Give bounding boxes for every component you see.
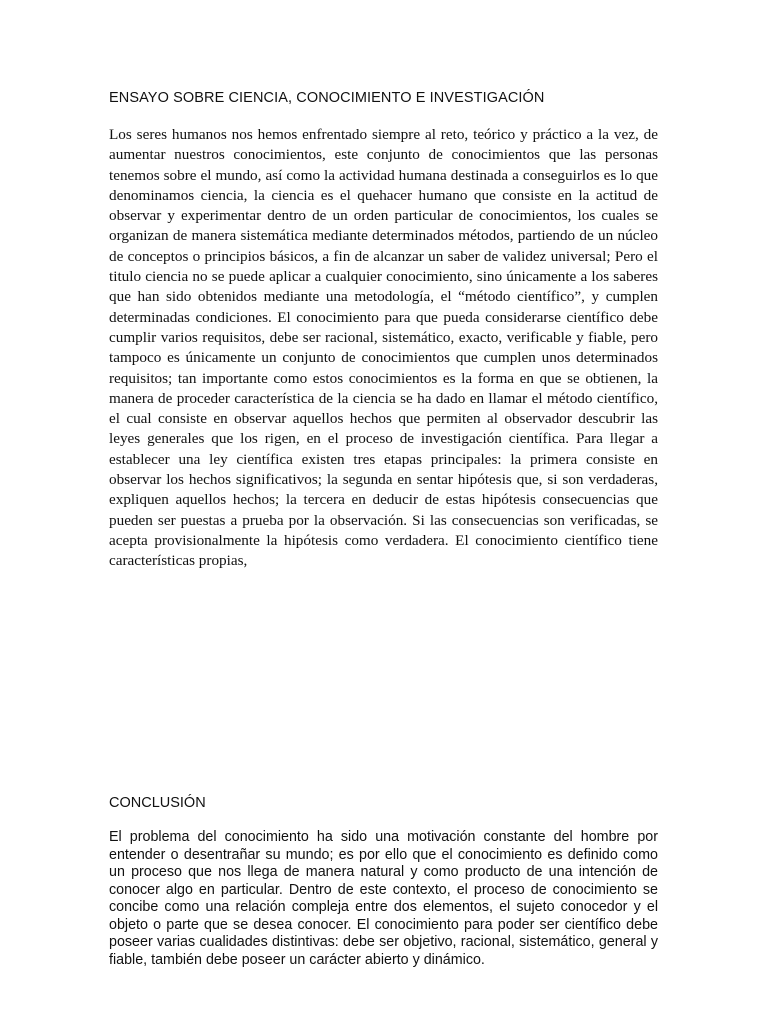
conclusion-title: CONCLUSIÓN	[109, 795, 206, 811]
essay-body-paragraph: Los seres humanos nos hemos enfrentado siempre al reto, teórico y práctico a la vez, de aumentar nuestros conocimientos, este conjunto de conocimientos que las personas tenemos sobre el mundo, así como la actividad humana destinada a conseguirlos es lo que denominamos ciencia, la ciencia es el quehacer humano que consiste en la actitud de observar y experimentar dentro de un orden particular de conocimientos, los cuales se organizan de manera sistemática mediante determinados métodos, partiendo de un núcleo de conceptos o principios básicos, a fin de alcanzar un saber de validez universal; Pero el titulo ciencia no se puede aplicar a cualquier conocimiento, sino únicamente a los saberes que han sido obtenidos mediante una metodología, el “método científico”, y cumplen determinadas condiciones. El conocimiento para que pueda considerarse científico debe cumplir varios requisitos, debe ser racional, sistemático, exacto, verificable y fiable, pero tampoco es únicamente un conjunto de conocimientos que cumplen unos determinados requisitos; tan importante como estos conocimientos es la forma en que se obtienen, la manera de proceder característica de la ciencia se ha dado en llamar el método científico, el cual consiste en observar aquellos hechos que permiten al observador descubrir las leyes generales que los rigen, en el proceso de investigación científica. Para llegar a establecer una ley científica existen tres etapas principales: la primera consiste en observar los hechos significativos; la segunda en sentar hipótesis que, si son verdaderas, expliquen aquellos hechos; la tercera en deducir de estas hipótesis consecuencias que pueden ser puestas a prueba por la observación. Si las consecuencias son verificadas, se acepta provisionalmente la hipótesis como verdadera. El conocimiento científico tiene características propias,	[109, 126, 658, 570]
essay-title: ENSAYO SOBRE CIENCIA, CONOCIMIENTO E INVESTIGACIÓN	[109, 90, 545, 106]
conclusion-body-paragraph: El problema del conocimiento ha sido una motivación constante del hombre por entender o desentrañar su mundo; es por ello que el conocimiento es definido como un proceso que nos llega de manera natural y como producto de una intención de conocer algo en particular. Dentro de este contexto, el proceso de conocimiento se concibe como una relación compleja entre dos elementos, el sujeto conocedor y el objeto o parte que se desea conocer. El conocimiento para poder ser científico debe poseer varias cualidades distintivas: debe ser objetivo, racional, sistemático, general y fiable, también debe poseer un carácter abierto y dinámico.	[109, 829, 658, 968]
